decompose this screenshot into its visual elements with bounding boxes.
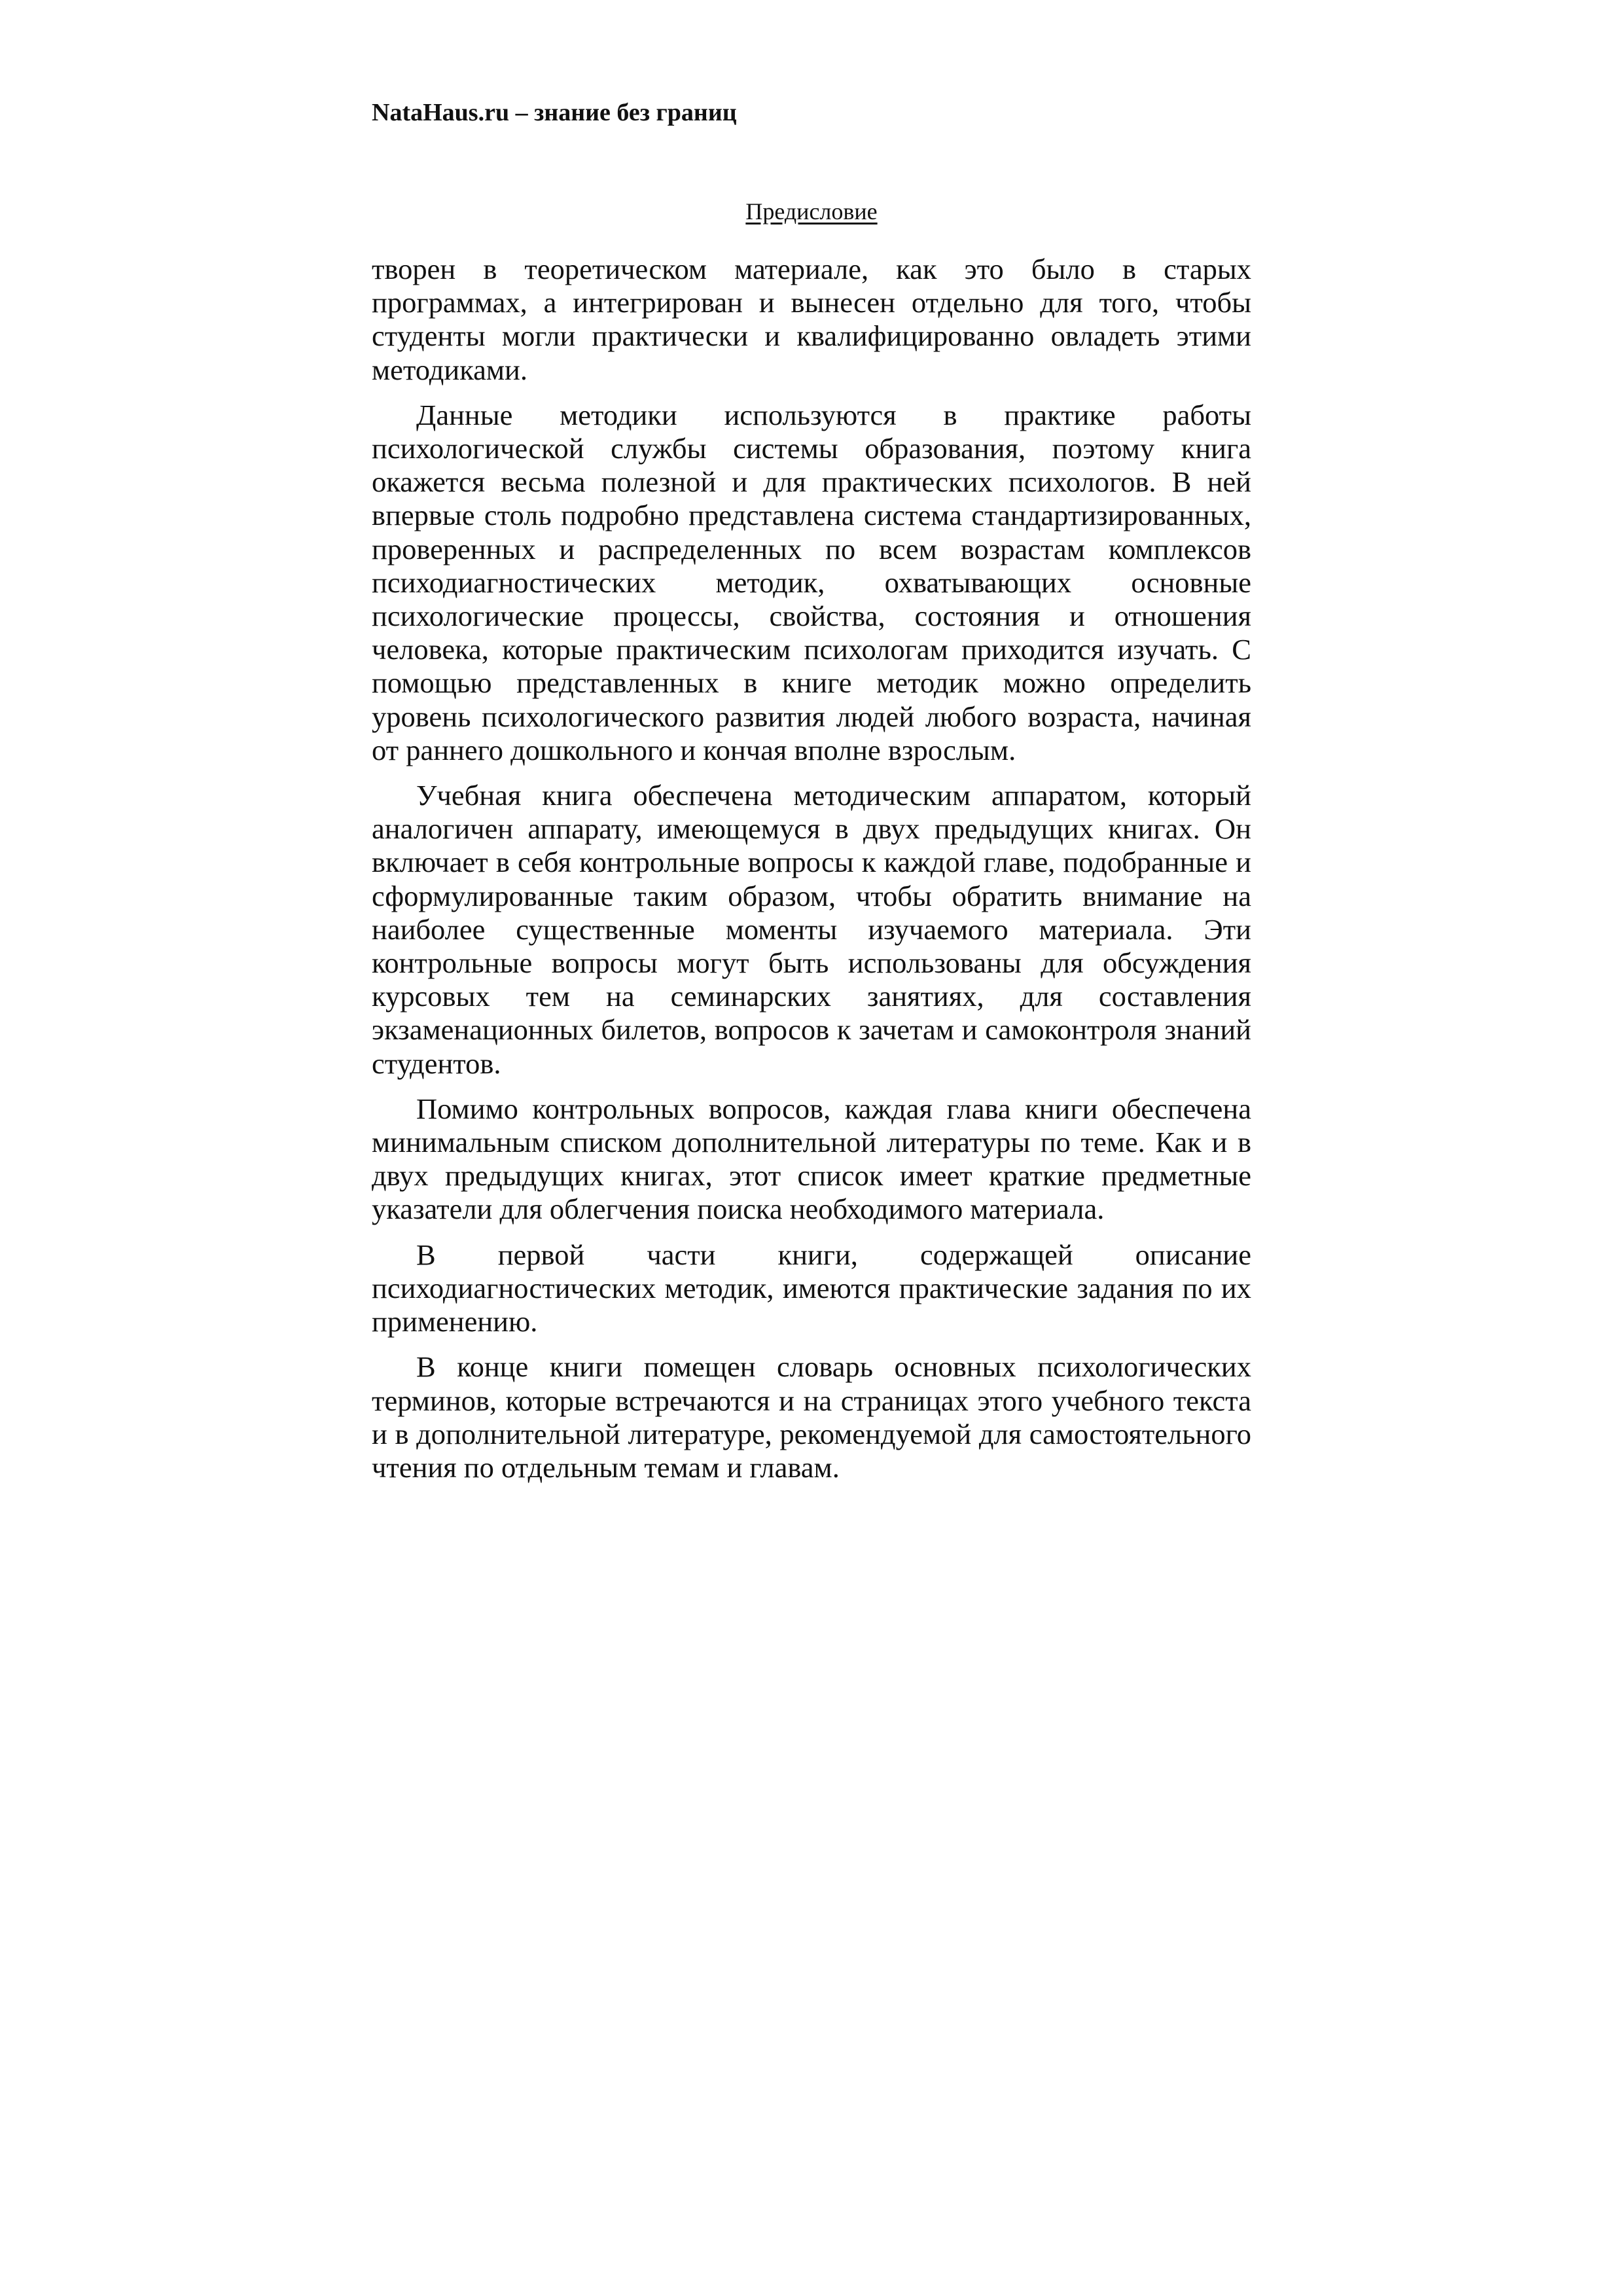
body-text bbox=[372, 253, 1251, 1496]
paragraph: Данные методики используются в практике работы психологической службы системы образования, поэтому книга окажется весьма полезной и для практических психологов. В ней впервые столь подробно представлена система стандартизированных, проверенных и распределенных по всем возрастам комплексов психодиагностических методик, охватывающих основные психологические процессы, свойства, состояния и отношения человека, которые практическим психологам приходится изучать. С помощью представленных в книге методик можно определить уровень психологического развития людей любого возраста, начиная от раннего дошкольного и кончая вполне взрослым. bbox=[372, 398, 1251, 766]
paragraph: Помимо контрольных вопросов, каждая глава книги обеспечена минимальным списком дополнительной литературы по теме. Как и в двух предыдущих книгах, этот список имеет краткие предметные указатели для облегчения поиска необходимого материала. bbox=[372, 1092, 1251, 1226]
paragraph: Учебная книга обеспечена методическим аппаратом, который аналогичен аппарату, имеющемуся в двух предыдущих книгах. Он включает в себя контрольные вопросы к каждой главе, подобранные и сформулированные таким образом, чтобы обратить внимание на наиболее существенные моменты изучаемого материала. Эти контрольные вопросы могут быть использованы для обсуждения курсовых тем на семинарских занятиях, для составления экзаменационных билетов, вопросов к зачетам и самоконтроля знаний студентов. bbox=[372, 779, 1251, 1080]
site-header: NataHaus.ru – знание без границ bbox=[372, 99, 737, 126]
paragraph: В первой части книги, содержащей описание психодиагностических методик, имеются практические задания по их применению. bbox=[372, 1238, 1251, 1338]
paragraph: В конце книги помещен словарь основных психологических терминов, которые встречаются и на страницах этого учебного текста и в дополнительной литературе, рекомендуемой для самостоятельного чтения по отдельным темам и главам. bbox=[372, 1350, 1251, 1484]
paragraph-continuation: творен в теоретическом материале, как это было в старых программах, а интегрирован и вынесен отдельно для того, чтобы студенты могли практически и квалифицированно овладеть этими методиками. bbox=[372, 253, 1251, 386]
section-title: Предисловие bbox=[745, 198, 878, 224]
